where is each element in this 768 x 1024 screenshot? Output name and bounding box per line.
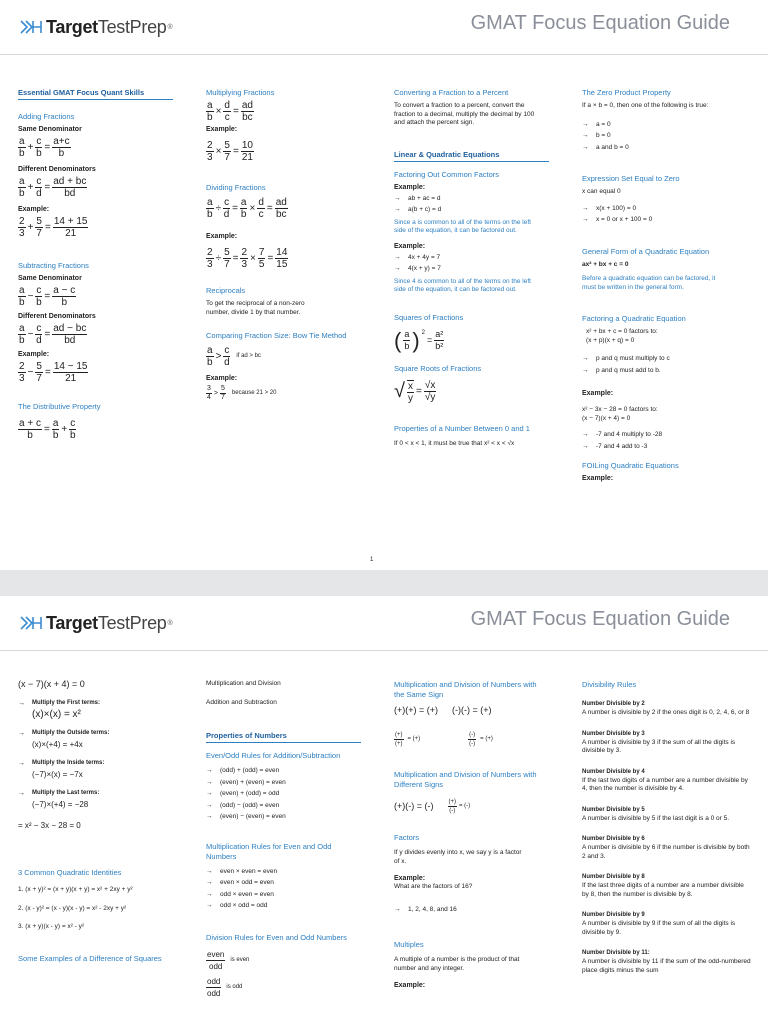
formula-sub-different: $\frac{a}{b}$ − $\frac{c}{d}$ = $\frac{ad - bc}{bd}$ — [19, 323, 87, 346]
rule-3 — [206, 790, 371, 799]
heading-squares: Squares of Fractions — [394, 312, 464, 322]
page-header-2 — [0, 596, 768, 651]
rule-2-text: (even) + (even) = even — [220, 778, 286, 786]
general-note: Before a quadratic equation can be factored, it must be written in the general form. — [582, 275, 716, 291]
ss-1: (+)(+) = (+) — [394, 705, 439, 715]
label-same-denominator: Same Denominator — [18, 126, 82, 133]
text-as: Addition and Subtraction — [206, 698, 277, 706]
label-example-2: Example: — [582, 475, 614, 482]
factors-answer-text: 1, 2, 4, 8, and 16 — [408, 905, 457, 913]
ex-1: x² − 3x − 28 = 0 factors to: — [582, 406, 658, 413]
div-rule-2-den: odd — [207, 988, 221, 998]
mult-4-text: odd × odd = odd — [220, 902, 268, 909]
arrow-icon: → — [582, 442, 589, 450]
same-sign-rules — [394, 706, 554, 715]
heading-foiling: FOILing Quadratic Equations — [582, 461, 679, 470]
heading-divisibility: Divisibility Rules — [582, 680, 637, 689]
formula-roots: √ $\frac{x}{y}$ = $\frac{√x}{√y}$ — [394, 380, 436, 404]
label-example-3: Example: — [206, 375, 238, 382]
formula-squares: ( $\frac{a}{b}$ ) $^2$ = $\frac{\text{a²}}{\text{b²}}$ — [394, 327, 444, 353]
z-2 — [582, 132, 742, 141]
eq-1a-text: ab + ac = d — [408, 194, 441, 202]
arrow-icon: → — [206, 890, 213, 898]
eq-1a — [394, 195, 554, 204]
label-example-2: Example: — [394, 242, 426, 250]
heading-multiples: Multiples — [394, 940, 424, 949]
rule-1 — [206, 767, 371, 776]
arrow-icon: → — [206, 867, 213, 875]
foil-inside-eq: (−7)×(x) = −7x — [32, 770, 83, 779]
heading-factoring-common: Factoring Out Common Factors — [394, 169, 500, 179]
arrow-icon: → — [582, 143, 589, 151]
d8-text: If the last three digits of a number are a number divisible by 8, then the number is divisible by 8. — [582, 882, 744, 898]
formula-multiply-example: $\frac{2}{3}$ × $\frac{5}{7}$ = $\frac{10}{21}$ — [207, 140, 253, 163]
column-1 — [18, 88, 178, 443]
label-example-2: Example: — [394, 982, 426, 989]
brand-logo-2 — [20, 610, 173, 636]
factors-question: What are the factors of 16? — [394, 883, 473, 890]
label-example-2: Example: — [18, 351, 50, 358]
heading-bowtie: Comparing Fraction Size: Bow Tie Method — [206, 331, 347, 340]
text-if-ad: if ad > bc — [236, 353, 261, 359]
formula-sub-example: $\frac{2}{3}$ − $\frac{5}{7}$ = $\frac{14 - 15}{21}$ — [19, 361, 88, 384]
div-rule-1 — [206, 949, 371, 972]
foil-outside-label: Multiply the Outside terms: — [32, 730, 110, 736]
label-example: Example: — [206, 126, 238, 133]
fq-1: x² + bx + c = 0 factors to: — [586, 328, 658, 335]
d6-text: A number is divisible by 6 if the number is divisible by both 2 and 3. — [582, 844, 750, 860]
arrow-icon: → — [206, 801, 213, 809]
page-gap — [0, 570, 768, 596]
text-because: because 21 > 20 — [231, 390, 277, 396]
arrow-icon: → — [18, 760, 25, 767]
foil-result: = x² − 3x − 28 = 0 — [18, 821, 81, 830]
d5-heading: Number Divisible by 5 — [582, 806, 645, 813]
foil-inside — [18, 759, 188, 779]
rule-1-text: (odd) + (odd) = even — [220, 767, 280, 774]
foil-last-label: Multiply the Last terms: — [32, 790, 100, 796]
text-factors: If y divides evenly into x, we say y is a factor of x. — [394, 849, 522, 865]
heading-dividing: Dividing Fractions — [206, 183, 266, 192]
heading-converting: Converting a Fraction to a Percent — [394, 88, 509, 97]
d5-text: A number is divisible by 5 if the last digit is a 0 or 5. — [582, 814, 730, 822]
eq-2a — [394, 254, 554, 263]
formula-add-different: $\frac{a}{b}$ + $\frac{c}{d}$ = $\frac{ad + bc}{bd}$ — [19, 176, 87, 199]
heading-reciprocals: Reciprocals — [206, 286, 246, 295]
section-heading: Essential GMAT Focus Quant Skills — [18, 88, 173, 100]
d9-heading: Number Divisible by 9 — [582, 912, 645, 918]
rule-2 — [206, 779, 371, 788]
div-rule-2 — [206, 976, 371, 999]
brand-light: TestPrep — [97, 612, 167, 633]
arrow-icon: → — [18, 700, 25, 707]
arrow-icon: → — [582, 204, 589, 212]
eq-2b-text: 4(x + y) = 7 — [408, 265, 441, 272]
formula-bowtie-example: $\frac{3}{4}$ > $\frac{5}{7}$ because 21 > 20 — [207, 385, 277, 401]
foil-first-label: Multiply the First terms: — [32, 700, 101, 706]
text-x-can: x can equal 0 — [582, 188, 621, 195]
fq-3-text: p and q must multiply to c — [596, 355, 670, 362]
diff-sign-rules: (+)(-) = (-) $\frac{(+)}{(-)}$ = (-) — [394, 799, 471, 814]
heading-diff-sign: Multiplication and Division of Numbers with Different Signs — [394, 770, 537, 789]
heading-mult-rules: Multiplication Rules for Even and Odd Numbers — [206, 841, 332, 861]
arrow-icon: → — [206, 767, 213, 774]
p2-column-1 — [18, 680, 188, 964]
eq-2a-text: 4x + 4y = 7 — [408, 253, 441, 261]
section-properties: Properties of Numbers — [206, 731, 361, 743]
foil-outside — [18, 729, 188, 749]
fq-4-text: p and q must add to b. — [596, 366, 661, 374]
mult-2 — [206, 879, 371, 888]
arrow-icon: → — [582, 216, 589, 223]
text-multiples: A multiple of a number is the product of that number and any integer. — [394, 956, 520, 972]
arrow-icon: → — [394, 265, 401, 272]
identity-1: 1. (x + y)² = (x + y)(x + y) = x² + 2xy + y² — [18, 886, 133, 893]
d3-heading: Number Divisible by 3 — [582, 730, 645, 737]
div-rule-2-result: is odd — [226, 983, 243, 990]
arrow-icon: → — [582, 132, 589, 139]
column-2 — [206, 88, 371, 404]
ex-4-text: -7 and 4 add to -3 — [596, 442, 648, 450]
brand-logo — [20, 14, 173, 40]
d3-text: A number is divisible by 3 if the sum of all the digits is divisible by 3. — [582, 738, 736, 754]
brand-light: TestPrep — [97, 16, 167, 37]
fq-2: (x + p)(x + q) = 0 — [586, 336, 635, 344]
heading-difference: Some Examples of a Difference of Squares — [18, 953, 162, 963]
div-rule-2-num: odd — [207, 976, 221, 986]
formula-add-example: $\frac{2}{3}$ + $\frac{5}{7}$ = $\frac{14 + 15}{21}$ — [19, 216, 88, 239]
heading-div-rules: Division Rules for Even and Odd Numbers — [206, 932, 347, 942]
heading-distributive: The Distributive Property — [18, 402, 101, 411]
arrow-icon: → — [582, 431, 589, 438]
label-different-denominators: Different Denominators — [18, 166, 96, 173]
page-2 — [0, 596, 768, 1024]
p2-column-3 — [394, 680, 554, 990]
eq-1b — [394, 206, 554, 215]
column-4 — [582, 88, 742, 483]
fq-4 — [582, 367, 742, 376]
formula-sub-same: $\frac{a}{b}$ − $\frac{c}{b}$ = $\frac{a - c}{b}$ — [19, 285, 76, 308]
brand-tm: ® — [167, 619, 173, 627]
note-2: Since 4 is common to all of the terms on the left side of the equation, it can be factored out. — [394, 277, 531, 293]
ds-1: (+)(-) = (-) — [394, 801, 434, 811]
arrow-icon: → — [394, 905, 401, 913]
formula-multiply: $\frac{a}{b}$ × $\frac{d}{c}$ = $\frac{ad}{bc}$ — [207, 100, 253, 123]
z-3-text: a and b = 0 — [596, 143, 629, 151]
heading-between: Properties of a Number Between 0 and 1 — [394, 423, 530, 433]
text-md: Multiplication and Division — [206, 680, 281, 687]
same-sign-div: $\frac{(+)}{(+)}$ = (+) $\frac{(-)}{(-)}$ = (+) — [395, 732, 493, 747]
label-example: Example: — [394, 875, 426, 882]
foil-start: (x − 7)(x + 4) = 0 — [18, 679, 85, 689]
rule-4 — [206, 802, 371, 811]
factors-answer — [394, 906, 554, 915]
d8-heading: Number Divisible by 8 — [582, 874, 645, 880]
arrow-icon: → — [206, 879, 213, 886]
p2-column-4 — [582, 680, 752, 975]
label-different-denominators-2: Different Denominators — [18, 313, 96, 320]
ex-2: (x − 7)(x + 4) = 0 — [582, 414, 631, 422]
foil-outside-eq: (x)×(+4) = +4x — [32, 740, 83, 749]
heading-multiplying: Multiplying Fractions — [206, 88, 275, 97]
text-zero: If a × b = 0, then one of the following is true: — [582, 102, 709, 109]
arrow-icon: → — [394, 253, 401, 261]
label-example: Example: — [582, 390, 614, 397]
heading-expression: Expression Set Equal to Zero — [582, 174, 680, 183]
arrow-icon: → — [582, 355, 589, 362]
mult-2-text: even × odd = even — [220, 879, 274, 886]
guide-title: GMAT Focus Equation Guide — [470, 12, 730, 34]
d9-text: A number is divisible by 9 if the sum of all the digits is divisible by 9. — [582, 920, 736, 936]
rule-5 — [206, 813, 371, 822]
label-same-denominator-2: Same Denominator — [18, 275, 82, 282]
fq-3 — [582, 355, 742, 364]
brand-mark-icon — [20, 20, 42, 34]
arrow-icon: → — [18, 730, 25, 737]
brand-bold: Target — [46, 612, 98, 633]
heading-same-sign: Multiplication and Division of Numbers with the Same Sign — [394, 680, 537, 699]
arrow-icon: → — [206, 902, 213, 909]
e-2 — [582, 216, 742, 225]
label-example: Example: — [18, 206, 50, 213]
d4-text: If the last two digits of a number are a number divisible by 4, then the number is divisible by 4. — [582, 776, 748, 792]
rule-4-text: (odd) − (odd) = even — [220, 801, 280, 809]
ex-3-text: -7 and 4 multiply to -28 — [596, 431, 663, 438]
arrow-icon: → — [18, 790, 25, 797]
z-3 — [582, 144, 742, 153]
text-between: If 0 < x < 1, it must be true that x² < x < √x — [394, 439, 515, 447]
formula-divide-example: $\frac{2}{3}$ ÷ $\frac{5}{7}$ = $\frac{2}{3}$ × $\frac{7}{5}$ = $\frac{14}{15}$ — [207, 247, 288, 270]
mult-1-text: even × even = even — [220, 867, 278, 875]
formula-bowtie: $\frac{a}{b}$ > $\frac{c}{d}$ if ad > bc — [207, 345, 261, 368]
heading-subtracting-fractions: Subtracting Fractions — [18, 261, 89, 270]
mult-3 — [206, 891, 371, 900]
label-example-2: Example: — [206, 233, 238, 240]
e-1-text: x(x + 100) = 0 — [596, 204, 637, 212]
eq-1b-text: a(b + c) = d — [408, 206, 442, 213]
section-linear-quadratic: Linear & Quadratic Equations — [394, 150, 549, 162]
d2-heading: Number Divisible by 2 — [582, 701, 645, 707]
z-1-text: a = 0 — [596, 120, 611, 128]
identity-3: 3. (x + y)(x - y) = x² - y² — [18, 923, 85, 930]
mult-3-text: odd × even = even — [220, 890, 274, 898]
eq-2b — [394, 265, 554, 274]
heading-zero-product: The Zero Product Property — [582, 88, 671, 97]
ss-2: (-)(-) = (+) — [452, 705, 492, 715]
arrow-icon: → — [394, 206, 401, 213]
brand-mark-icon — [20, 616, 42, 630]
rule-3-text: (even) + (odd) = odd — [220, 790, 280, 797]
div-rule-1-den: odd — [209, 961, 223, 971]
heading-factoring-quad: Factoring a Quadratic Equation — [582, 314, 686, 323]
page-header — [0, 0, 768, 55]
text-converting: To convert a fraction to a percent, convert the fraction to a decimal, multiply the decimal by 100 and attach the percent sign. — [394, 102, 535, 126]
d2-text: A number is divisible by 2 if the ones digit is 0, 2, 4, 6, or 8 — [582, 709, 750, 716]
arrow-icon: → — [206, 778, 213, 786]
heading-general: General Form of a Quadratic Equation — [582, 246, 710, 256]
rule-5-text: (even) − (even) = even — [220, 813, 286, 820]
d11-text: A number is divisible by 11 if the sum of the odd-numbered place digits minus the sum — [582, 958, 751, 974]
arrow-icon: → — [206, 813, 213, 820]
ex-4 — [582, 443, 742, 452]
div-rule-1-result: is even — [230, 956, 250, 963]
arrow-icon: → — [582, 366, 589, 374]
formula-distributive: $\frac{a + c}{b}$ = $\frac{a}{b}$ + $\frac{c}{b}$ — [19, 418, 76, 441]
mult-1 — [206, 868, 371, 877]
formula-divide: $\frac{a}{b}$ ÷ $\frac{c}{d}$ = $\frac{a}{b}$ × $\frac{d}{c}$ = $\frac{ad}{bc}$ — [207, 197, 287, 220]
d6-heading: Number Divisible by 6 — [582, 836, 645, 842]
d11-heading: Number Divisible by 11: — [582, 950, 650, 956]
column-3 — [394, 88, 554, 448]
foil-first — [18, 699, 188, 719]
div-rule-1-num: even — [207, 949, 225, 959]
foil-last-eq: (−7)×(+4) = −28 — [32, 800, 89, 809]
heading-adding-fractions: Adding Fractions — [18, 112, 75, 121]
label-example: Example: — [394, 183, 426, 191]
text-reciprocals: To get the reciprocal of a non-zero number, divide 1 by that number. — [206, 300, 305, 316]
brand-bold: Target — [46, 16, 98, 37]
e-2-text: x = 0 or x + 100 = 0 — [596, 216, 653, 223]
arrow-icon: → — [394, 194, 401, 202]
p2-column-2 — [206, 680, 371, 1001]
heading-roots: Square Roots of Fractions — [394, 363, 482, 373]
formula-add-same: $\frac{a}{b}$ + $\frac{c}{b}$ = $\frac{a+c}{b}$ — [19, 136, 70, 159]
mult-4 — [206, 902, 371, 911]
foil-inside-label: Multiply the Inside terms: — [32, 760, 105, 766]
arrow-icon: → — [582, 120, 589, 128]
brand-tm: ® — [167, 23, 173, 31]
z-1 — [582, 121, 742, 130]
foil-first-eq: (x)×(x) = x² — [32, 709, 81, 720]
ex-3 — [582, 431, 742, 440]
heading-evenodd-add: Even/Odd Rules for Addition/Subtraction — [206, 751, 341, 760]
arrow-icon: → — [206, 790, 213, 797]
guide-title-2: GMAT Focus Equation Guide — [470, 608, 730, 630]
d4-heading: Number Divisible by 4 — [582, 768, 645, 775]
z-2-text: b = 0 — [596, 132, 611, 139]
general-eq: ax² + bx + c = 0 — [582, 260, 629, 268]
heading-factors: Factors — [394, 833, 420, 842]
heading-identities: 3 Common Quadratic Identities — [18, 868, 122, 877]
identity-2: 2. (x - y)² = (x - y)(x - y) = x² - 2xy + y² — [18, 904, 127, 912]
e-1 — [582, 205, 742, 214]
foil-last — [18, 789, 188, 809]
page-number: 1 — [370, 557, 374, 563]
note-1: Since a is common to all of the terms on the left side of the equation, it can be factored out. — [394, 218, 531, 234]
